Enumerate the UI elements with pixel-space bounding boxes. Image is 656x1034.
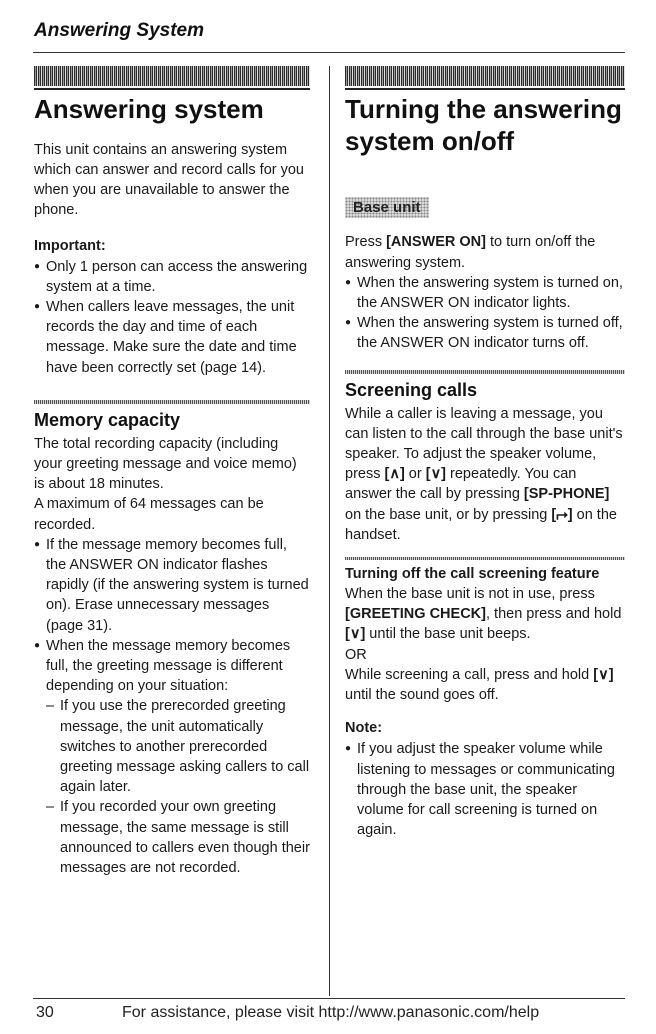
text-fragment: to turn on/off the answering system. [345, 234, 596, 271]
section-bar [34, 66, 310, 86]
onoff-list [345, 273, 625, 354]
list-item-text: When the message memory becomes full, the greeting message is different depending on your situation: [46, 637, 291, 695]
section-rule [345, 88, 625, 90]
greeting-check-key: [GREETING CHECK] [345, 606, 486, 623]
answering-system-heading: Answering system [34, 94, 264, 124]
note-list [345, 739, 625, 840]
text-fragment: on the handset. [345, 506, 617, 543]
dash-item: – If you recorded your own greeting message, the same message is still announced to callers even though their messages are not recorded. [46, 797, 310, 878]
talk-key-icon: [⮣] [551, 506, 573, 523]
list-item: ● When callers leave messages, the unit records the day and time of each message. Make sure the date and time have been correctly set (page 14). [34, 297, 310, 378]
list-item: ● If the message memory becomes full, the ANSWER ON indicator flashes rapidly (if the answering system is turned on). Erase unnecessary messages (page 31). [34, 535, 310, 636]
sp-phone-key: [SP-PHONE] [523, 486, 610, 503]
page-header-title: Answering System [34, 20, 204, 41]
text-fragment: until the sound goes off. [345, 687, 499, 704]
list-item: ● If you adjust the speaker volume while listening to messages or communicating through the base unit, the speaker volume for call screening is turned on again. [345, 739, 625, 840]
press-answer-on-text [345, 232, 625, 272]
or-text: OR [345, 646, 367, 663]
memory-text-1: The total recording capacity (including your greeting message and voice memo) is about 18 minutes. [34, 435, 297, 493]
important-list [34, 257, 310, 378]
footer [36, 1004, 539, 1022]
onoff-heading: Turning the answering system on/off [345, 94, 622, 156]
note-label: Note: [345, 720, 383, 737]
text-fragment: , then press and hold [485, 606, 622, 623]
text-fragment: Press [345, 234, 387, 251]
section-rule [34, 88, 310, 90]
subsection-bar [34, 400, 310, 404]
answering-intro: This unit contains an answering system which can answer and record calls for you when you are unavailable to answer the phone. [34, 141, 304, 219]
important-label: Important: [34, 237, 106, 254]
screening-calls-heading: Screening calls [345, 379, 478, 400]
header-rule [33, 52, 625, 53]
memory-capacity-heading: Memory capacity [34, 409, 181, 430]
base-unit-badge: Base unit [345, 197, 429, 218]
memory-text-2: A maximum of 64 messages can be recorded. [34, 496, 264, 533]
section-bar [345, 66, 625, 86]
footer-text: For assistance, please visit http://www.panasonic.com/help [122, 1004, 540, 1021]
list-item: ● When the answering system is turned on, the ANSWER ON indicator lights. [345, 273, 625, 313]
volume-down-key: [∨] [425, 466, 447, 483]
turnoff-heading: Turning off the call screening feature [345, 566, 600, 583]
list-item: ● When the answering system is turned off, the ANSWER ON indicator turns off. [345, 313, 625, 353]
page-number: 30 [36, 1004, 54, 1021]
footer-rule [33, 998, 625, 999]
screening-text [345, 404, 625, 545]
volume-down-key: [∨] [345, 626, 366, 643]
turnoff-text-2 [345, 665, 625, 705]
volume-down-key: [∨] [593, 666, 614, 683]
answer-on-key: [ANSWER ON] [386, 234, 486, 251]
subsection-bar [345, 370, 625, 374]
text-fragment: or [404, 466, 426, 483]
dash-item: – If you use the prerecorded greeting message, the unit automatically switches to another prerecorded greeting message asking callers to call again later. [46, 696, 310, 797]
subsection-bar [345, 557, 625, 560]
column-divider [329, 66, 330, 996]
dash-list [46, 696, 310, 878]
memory-list [34, 535, 310, 878]
text-fragment: While a caller is leaving a message, you can listen to the call through the base unit's speaker. To adjust the speaker volume, press [345, 405, 623, 483]
text-fragment: While screening a call, press and hold [345, 666, 594, 683]
turnoff-text [345, 584, 625, 645]
right-column [345, 66, 625, 840]
left-column [34, 66, 310, 878]
volume-up-key: [∧] [384, 466, 405, 483]
list-item: ● Only 1 person can access the answering system at a time. [34, 257, 310, 297]
text-fragment: repeatedly. You can answer the call by pressing [345, 466, 577, 503]
text-fragment: until the base unit beeps. [365, 626, 531, 643]
text-fragment: When the base unit is not in use, press [345, 586, 595, 603]
list-item [34, 636, 310, 878]
text-fragment: on the base unit, or by pressing [345, 506, 552, 523]
